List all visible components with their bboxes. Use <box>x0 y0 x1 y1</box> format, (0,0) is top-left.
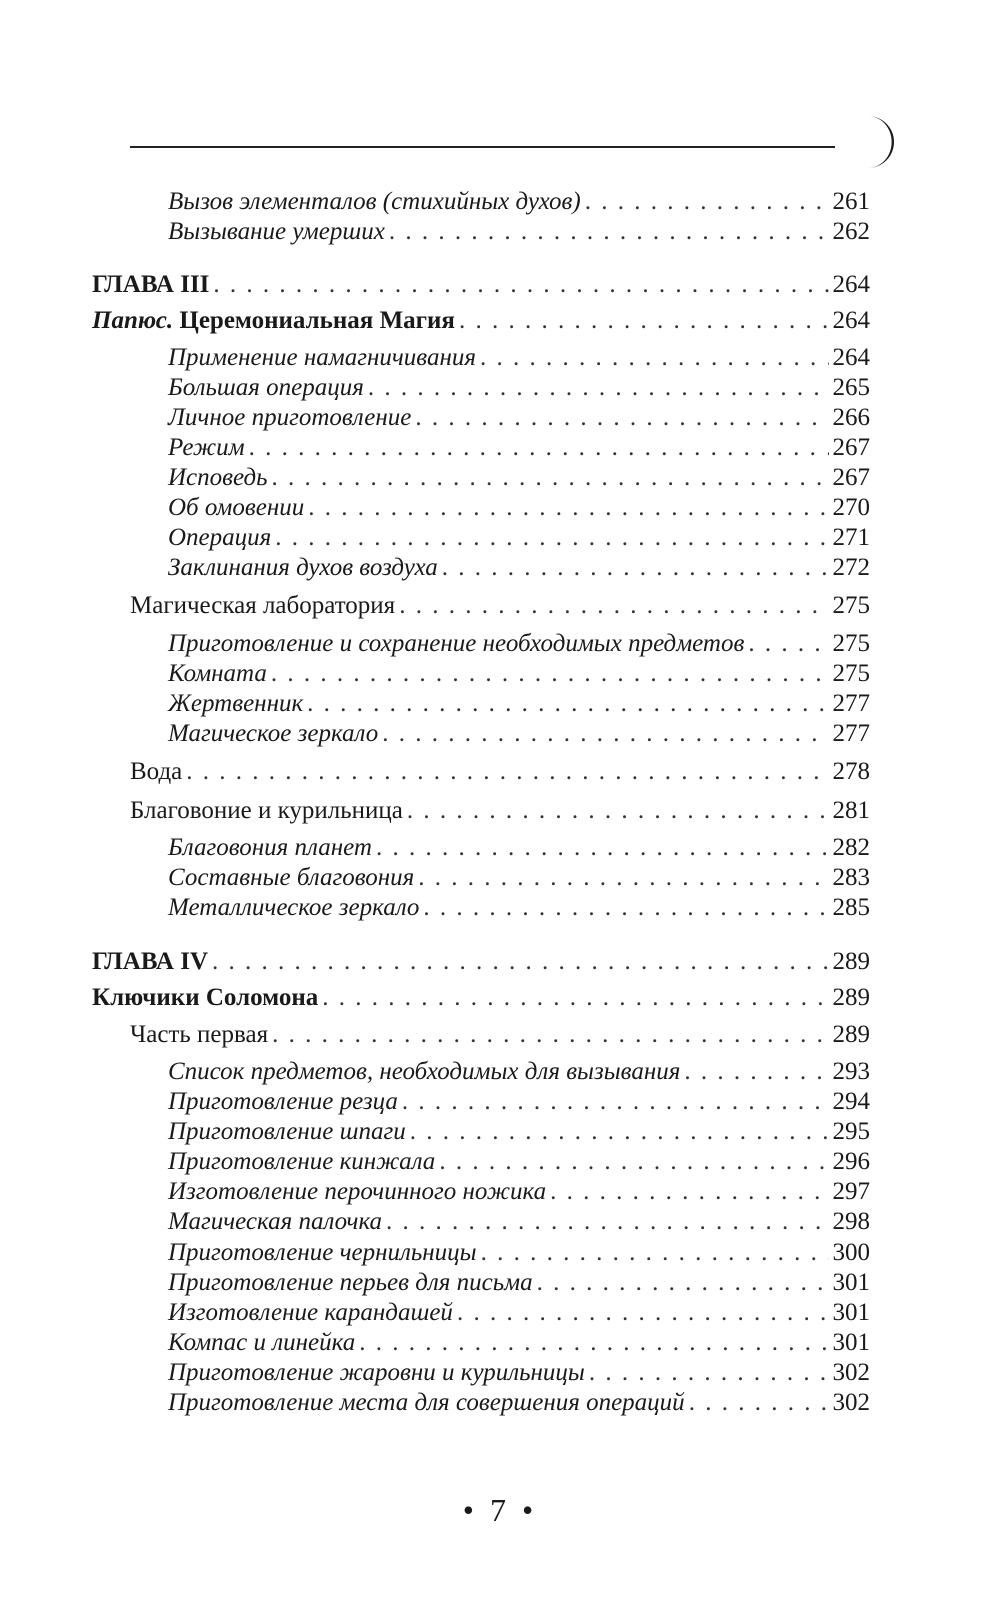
toc-entry[interactable] <box>92 304 870 338</box>
toc-entry-page: 289 <box>832 984 870 1011</box>
dot-leader <box>550 1175 828 1209</box>
toc-entry-title <box>168 461 268 495</box>
toc-entry-title <box>92 981 318 1015</box>
toc-entry-page: 289 <box>832 1021 870 1048</box>
toc-entry-title <box>168 1386 685 1420</box>
toc-entry-page: 271 <box>832 524 870 551</box>
toc-entry-text: Вызывание умерших <box>168 218 385 245</box>
toc-entry-page: 265 <box>832 374 870 401</box>
toc-entry[interactable] <box>168 1175 870 1209</box>
toc-entry-title <box>168 831 372 865</box>
toc-entry-page: 282 <box>832 834 870 861</box>
toc-entry-page: 296 <box>832 1148 870 1175</box>
toc-entry-title <box>92 945 208 979</box>
toc-entry-text: Исповедь <box>168 464 268 491</box>
dot-leader <box>212 945 828 979</box>
toc-entry-title <box>168 891 419 925</box>
dot-leader <box>457 1296 829 1330</box>
toc-entry[interactable] <box>168 627 870 661</box>
header-rule <box>130 146 835 148</box>
toc-entry-title <box>168 1326 355 1360</box>
toc-entry-title <box>168 1266 533 1300</box>
toc-entry-page: 293 <box>832 1058 870 1085</box>
dot-leader <box>382 717 828 751</box>
toc-entry-page: 281 <box>832 797 870 824</box>
toc-entry[interactable] <box>168 1236 870 1270</box>
toc-entry-title <box>168 371 364 405</box>
toc-entry-author: Папюс. <box>92 307 174 334</box>
toc-entry-text: Ключики Соломона <box>92 984 319 1011</box>
toc-entry-title <box>168 717 378 751</box>
toc-entry[interactable] <box>168 687 870 721</box>
toc-entry-title <box>168 401 411 435</box>
dot-leader <box>537 1266 829 1300</box>
toc-entry-title <box>168 1356 585 1390</box>
toc-entry-title <box>168 521 271 555</box>
toc-entry-title <box>168 491 304 525</box>
dot-leader <box>249 431 829 465</box>
toc-entry[interactable] <box>92 268 870 302</box>
toc-entry-title <box>92 304 455 338</box>
toc-entry-page: 289 <box>832 948 870 975</box>
toc-entry-title <box>168 215 385 249</box>
toc-entry[interactable] <box>168 861 870 895</box>
toc-entry[interactable] <box>168 1145 870 1179</box>
dot-leader <box>407 794 829 828</box>
toc-entry-page: 285 <box>832 894 870 921</box>
toc-entry-page: 283 <box>832 864 870 891</box>
dot-leader <box>423 891 828 925</box>
toc-entry[interactable] <box>130 1018 870 1052</box>
toc-entry-title <box>92 268 209 302</box>
toc-entry-title <box>168 687 303 721</box>
toc-entry-text: Металлическое зеркало <box>168 894 420 921</box>
toc-entry[interactable] <box>168 215 870 249</box>
toc-entry[interactable] <box>168 657 870 691</box>
toc-entry-page: 300 <box>832 1239 870 1266</box>
dot-leader <box>359 1326 828 1360</box>
toc-entry-text: Жертвенник <box>168 690 304 717</box>
toc-entry[interactable] <box>168 1115 870 1149</box>
toc-entry-page: 302 <box>832 1359 870 1386</box>
toc-entry-text: Составные благовония <box>168 864 415 891</box>
dot-leader <box>275 521 828 555</box>
toc-entry-title <box>168 551 438 585</box>
toc-entry-page: 264 <box>832 344 870 371</box>
toc-entry-text: Часть первая <box>130 1021 269 1048</box>
toc-entry-title <box>168 861 414 895</box>
toc-entry-text: Приготовление перьев для письма <box>168 1269 533 1296</box>
dot-leader <box>186 755 828 789</box>
toc-entry-title <box>168 657 267 691</box>
toc-entry[interactable] <box>168 1266 870 1300</box>
toc-entry-title <box>168 1115 406 1149</box>
toc-entry-title <box>168 185 581 219</box>
toc-entry-page: 262 <box>832 218 870 245</box>
dot-leader <box>399 589 828 623</box>
toc-entry-page: 297 <box>832 1178 870 1205</box>
dot-leader <box>481 1236 829 1270</box>
toc-entry-text: Компас и линейка <box>168 1329 356 1356</box>
toc-entry[interactable] <box>168 1326 870 1360</box>
toc-entry[interactable] <box>168 341 870 375</box>
toc-entry-page: 275 <box>832 592 870 619</box>
toc-entry-page: 301 <box>832 1329 870 1356</box>
dot-leader <box>386 1205 828 1239</box>
toc-entry-text: Магическое зеркало <box>168 720 379 747</box>
dot-leader <box>389 215 829 249</box>
toc-entry-page: 295 <box>832 1118 870 1145</box>
toc-entry[interactable] <box>92 981 870 1015</box>
toc-entry[interactable] <box>168 1386 870 1420</box>
toc-entry-text: Приготовление шпаги <box>168 1118 406 1145</box>
toc-entry-title <box>130 755 182 789</box>
toc-entry-page: 275 <box>832 630 870 657</box>
toc-entry[interactable] <box>130 589 870 623</box>
toc-entry[interactable] <box>168 1085 870 1119</box>
dot-leader <box>585 185 829 219</box>
dot-leader <box>684 1055 828 1089</box>
toc-entry-text: Приготовление места для совершения операций <box>168 1389 685 1416</box>
toc-entry-text: Вода <box>130 758 183 785</box>
toc-entry-page: 270 <box>832 494 870 521</box>
toc-entry-page: 275 <box>832 660 870 687</box>
toc-entry-title <box>130 589 395 623</box>
dot-leader <box>308 491 828 525</box>
toc-entry-title <box>168 341 476 375</box>
toc-entry-text: ГЛАВА IV <box>92 948 209 975</box>
toc-entry[interactable] <box>168 891 870 925</box>
toc-entry-page: 261 <box>832 188 870 215</box>
toc-entry-title <box>168 1055 680 1089</box>
toc-entry-page: 301 <box>832 1269 870 1296</box>
toc-entry-title <box>168 627 744 661</box>
dot-leader <box>272 461 829 495</box>
toc-entry-text: Изготовление перочинного ножика <box>168 1178 547 1205</box>
dot-leader <box>376 831 829 865</box>
toc-entry-text: Вызов элементалов (стихийных духов) <box>168 188 581 215</box>
toc-entry-page: 301 <box>832 1299 870 1326</box>
toc-entry[interactable] <box>168 371 870 405</box>
toc-entry-title <box>168 1296 453 1330</box>
toc-entry[interactable] <box>168 1055 870 1089</box>
toc-entry-text: Список предметов, необходимых для вызывания <box>168 1058 681 1085</box>
dot-leader <box>322 981 828 1015</box>
toc-entry[interactable] <box>168 551 870 585</box>
toc-entry[interactable] <box>92 945 870 979</box>
toc-entry-page: 272 <box>832 554 870 581</box>
toc-entry-title <box>168 1145 435 1179</box>
dot-leader <box>459 304 829 338</box>
dot-leader <box>480 341 829 375</box>
toc-entry-text: Комната <box>168 660 267 687</box>
toc-entry[interactable] <box>168 461 870 495</box>
page-number: • 7 • <box>462 1492 538 1528</box>
toc-entry-text: Благовония планет <box>168 834 372 861</box>
toc-entry-page: 264 <box>832 307 870 334</box>
toc-entry-text: Изготовление карандашей <box>168 1299 453 1326</box>
toc-entry-page: 298 <box>832 1208 870 1235</box>
toc-entry-title <box>130 794 403 828</box>
dot-leader <box>272 1018 828 1052</box>
toc-entry[interactable] <box>168 185 870 219</box>
toc-entry-text: Церемониальная Магия <box>179 307 455 334</box>
toc-entry-text: Приготовление кинжала <box>168 1148 436 1175</box>
dot-leader <box>589 1356 829 1390</box>
toc-entry[interactable] <box>168 491 870 525</box>
dot-leader <box>748 627 828 661</box>
toc-entry-text: Операция <box>168 524 272 551</box>
toc-entry-text: ГЛАВА III <box>92 271 210 298</box>
dot-leader <box>415 401 828 435</box>
dot-leader <box>418 861 828 895</box>
toc-entry-title <box>168 1175 546 1209</box>
toc-entry-page: 267 <box>832 464 870 491</box>
toc-entry-text: Магическая лаборатория <box>130 592 396 619</box>
toc-entry-page: 294 <box>832 1088 870 1115</box>
toc-entry-text: Приготовление чернильницы <box>168 1239 477 1266</box>
toc-entry-title <box>168 431 245 465</box>
dot-leader <box>410 1115 829 1149</box>
toc-entry-text: Приготовление жаровни и курильницы <box>168 1359 585 1386</box>
dot-leader <box>307 687 828 721</box>
toc-entry-text: Большая операция <box>168 374 364 401</box>
toc-entry-page: 302 <box>832 1389 870 1416</box>
toc-entry[interactable] <box>168 717 870 751</box>
toc-entry[interactable] <box>168 431 870 465</box>
toc-entry[interactable] <box>130 755 870 789</box>
toc-entry-text: Личное приготовление <box>168 404 412 431</box>
toc-entry-text: Применение намагничивания <box>168 344 476 371</box>
toc-entry[interactable] <box>168 401 870 435</box>
dot-leader <box>271 657 829 691</box>
toc-entry-text: Магическая палочка <box>168 1208 383 1235</box>
toc-entry-title <box>130 1018 268 1052</box>
toc-entry-text: Заклинания духов воздуха <box>168 554 438 581</box>
crescent-moon-icon <box>850 112 910 172</box>
toc-entry-text: Приготовление резца <box>168 1088 398 1115</box>
toc-entry[interactable] <box>168 521 870 555</box>
toc-entry-text: Об омовении <box>168 494 305 521</box>
toc-entry-page: 277 <box>832 720 870 747</box>
toc-entry[interactable] <box>168 831 870 865</box>
dot-leader <box>213 268 828 302</box>
dot-leader <box>442 551 829 585</box>
toc-entry-title <box>168 1085 398 1119</box>
dot-leader <box>402 1085 829 1119</box>
toc-entry-text: Режим <box>168 434 245 461</box>
toc-entry-page: 278 <box>832 758 870 785</box>
toc-entry-text: Приготовление и сохранение необходимых предметов <box>168 630 745 657</box>
toc-entry-page: 277 <box>832 690 870 717</box>
toc-entry[interactable] <box>168 1296 870 1330</box>
toc-entry-title <box>168 1236 477 1270</box>
toc-entry-title <box>168 1205 382 1239</box>
toc-entry-page: 266 <box>832 404 870 431</box>
dot-leader <box>439 1145 828 1179</box>
toc-entry[interactable] <box>130 794 870 828</box>
toc-entry[interactable] <box>168 1205 870 1239</box>
toc-entry-page: 267 <box>832 434 870 461</box>
toc-entry-text: Благовоние и курильница <box>130 797 403 824</box>
toc-entry[interactable] <box>168 1356 870 1390</box>
toc-entry-page: 264 <box>832 271 870 298</box>
dot-leader <box>368 371 829 405</box>
dot-leader <box>689 1386 829 1420</box>
